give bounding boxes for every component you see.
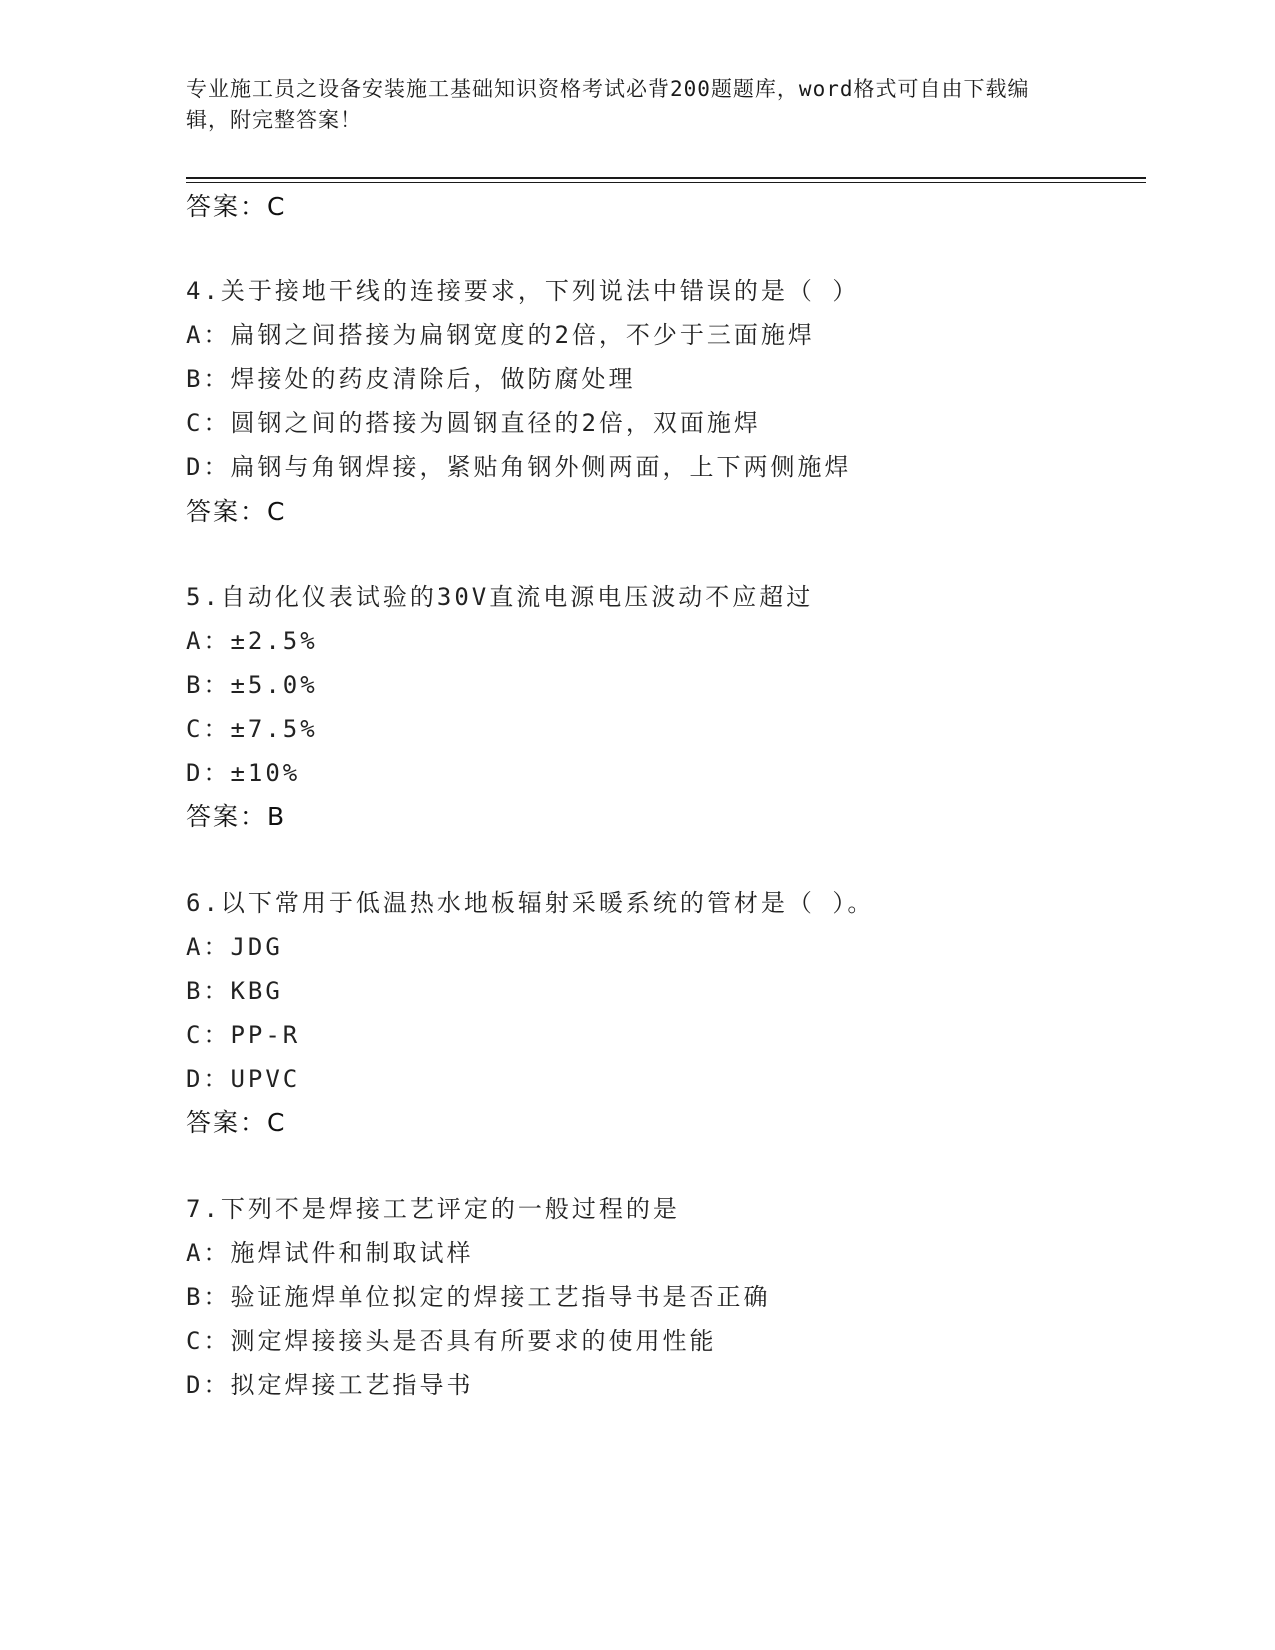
- question-6-option-d: D：UPVC: [186, 1065, 301, 1093]
- question-7-option-c: C：测定焊接接头是否具有所要求的使用性能: [186, 1327, 717, 1355]
- question-4-option-c: C：圆钢之间的搭接为圆钢直径的2倍，双面施焊: [186, 409, 761, 437]
- header-divider-thick: [186, 177, 1146, 179]
- question-6-answer: 答案：C: [186, 1108, 287, 1137]
- document-header: 专业施工员之设备安装施工基础知识资格考试必背200题题库，word格式可自由下载编辑，附完整答案！: [186, 77, 1030, 132]
- question-4-option-b: B：焊接处的药皮清除后，做防腐处理: [186, 365, 636, 393]
- question-5-option-d: D：±10%: [186, 759, 301, 787]
- question-7-option-a: A：施焊试件和制取试样: [186, 1239, 474, 1267]
- question-5-option-c: C：±7.5%: [186, 715, 318, 743]
- question-7-option-b: B：验证施焊单位拟定的焊接工艺指导书是否正确: [186, 1283, 771, 1311]
- question-5-option-b: B：±5.0%: [186, 671, 318, 699]
- question-7-stem: 7.下列不是焊接工艺评定的一般过程的是: [186, 1195, 680, 1223]
- question-6-option-c: C：PP-R: [186, 1021, 301, 1049]
- question-4-option-a: A：扁钢之间搭接为扁钢宽度的2倍，不少于三面施焊: [186, 321, 815, 349]
- question-7-option-d: D：拟定焊接工艺指导书: [186, 1371, 474, 1399]
- header-divider-thin: [186, 182, 1146, 183]
- question-5-stem: 5.自动化仪表试验的30V直流电源电压波动不应超过: [186, 583, 814, 611]
- question-4-option-d: D：扁钢与角钢焊接，紧贴角钢外侧两面，上下两侧施焊: [186, 453, 852, 481]
- question-4-answer: 答案：C: [186, 497, 287, 526]
- question-4-stem: 4.关于接地干线的连接要求，下列说法中错误的是（ ）: [186, 277, 860, 305]
- question-6-stem: 6.以下常用于低温热水地板辐射采暖系统的管材是（ ）。: [186, 889, 875, 917]
- answer-q3: 答案：C: [186, 192, 287, 221]
- question-5-answer: 答案：B: [186, 802, 287, 831]
- question-6-option-b: B：KBG: [186, 977, 283, 1005]
- question-6-option-a: A：JDG: [186, 933, 283, 961]
- question-5-option-a: A：±2.5%: [186, 627, 318, 655]
